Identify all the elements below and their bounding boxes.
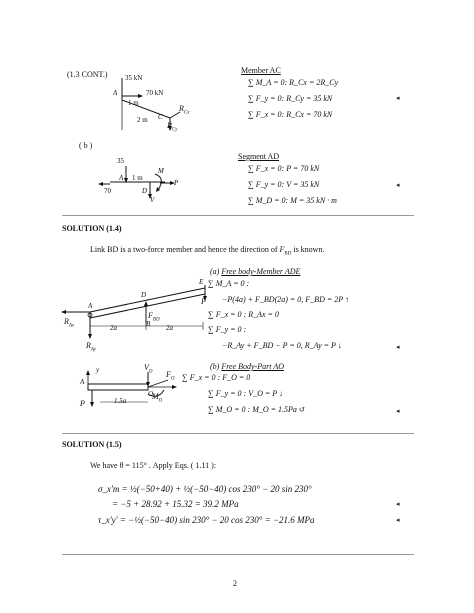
reaction-rax: $R_{Ax}$: [64, 317, 75, 329]
sigma-line-1: σ_x'm = ½(−50+40) + ½(−50−40) cos 230° − 20 sin 230°: [98, 484, 312, 494]
length-2a-2: 2a: [166, 324, 173, 332]
member-ac-eq1: ∑ M_A = 0: R_Cx = 2R_Cy: [248, 78, 339, 87]
length-1m: 1 m: [128, 99, 139, 107]
part-a-heading: (a) Free body-Member ADE: [210, 267, 301, 276]
margin-marker: ◂: [396, 181, 400, 189]
shear-v: V: [150, 196, 155, 204]
solution-1-5-intro: We have θ = 115° . Apply Eqs. ( 1.11 ):: [90, 461, 217, 470]
eq-a-2: −P(4a) + F_BD(2a) = 0, F_BD = 2P ↑: [222, 295, 349, 304]
point-o-fig-b: O: [148, 390, 154, 398]
eq-a-4: ∑ F_y = 0 :: [208, 325, 247, 334]
load-70: 70: [104, 187, 111, 195]
reaction-rcx: $R_{Cx}$: [179, 104, 190, 116]
axis-y: y: [96, 366, 100, 374]
margin-marker: ◂: [396, 500, 400, 508]
solution-1-4-intro: Link BD is a two-force member and hence the direction of $F_{BD}$ is known.: [90, 245, 325, 257]
eq-a-5: −R_Ay + F_BD − P = 0, R_Ay = P ↓: [222, 341, 342, 350]
divider: [62, 433, 414, 434]
continuation-label: (1.3 CONT.): [67, 70, 108, 79]
length-2m: 2 m: [137, 116, 148, 124]
margin-marker: ◂: [396, 407, 400, 415]
member-ac-eq3: ∑ F_x = 0: R_Cx = 70 kN: [248, 110, 333, 119]
segment-ad-eq1: ∑ F_x = 0: P = 70 kN: [248, 164, 320, 173]
force-fo: $F_O$: [166, 370, 175, 382]
point-c: C: [158, 113, 163, 121]
point-b-fig-a: B: [146, 320, 151, 328]
page-number: 2: [233, 579, 237, 588]
load-70kn: 70 kN: [146, 89, 164, 97]
margin-marker: ◂: [396, 516, 400, 524]
part-b-heading: (b) Free Body-Part AO: [210, 362, 284, 371]
segment-ad-title: Segment AD: [238, 152, 280, 161]
load-35kn: 35 kN: [125, 74, 143, 82]
margin-marker: ◂: [396, 94, 400, 102]
solution-1-4-heading: SOLUTION (1.4): [62, 224, 122, 233]
point-a-fig-a: A: [88, 302, 93, 310]
divider: [62, 554, 414, 555]
tau-line: τ_x'y' = −½(−50−40) sin 230° − 20 cos 230° = −21.6 MPa: [98, 515, 315, 525]
length-1m-2: 1 m: [132, 174, 143, 182]
force-p-fig-a: P: [201, 297, 206, 306]
eq-b-1: ∑ F_x = 0 : F_O = 0: [182, 373, 251, 382]
eq-b-2: ∑ F_y = 0 : V_O = P ↓: [208, 389, 284, 398]
eq-a-1: ∑ M_A = 0 :: [208, 279, 250, 288]
force-p-fig-b: P: [80, 399, 85, 408]
point-d: D: [142, 187, 148, 195]
reaction-ray: $R_{Ay}$: [86, 341, 96, 353]
segment-ad-eq3: ∑ M_D = 0: M = 35 kN · m: [248, 196, 337, 205]
eq-a-3: ∑ F_x = 0 : R_Ax = 0: [208, 310, 279, 319]
solution-1-5-heading: SOLUTION (1.5): [62, 440, 122, 449]
point-a-fig-b: A: [80, 378, 85, 386]
length-1-5a: 1.5a: [114, 397, 127, 405]
point-d-fig-a: D: [141, 291, 147, 299]
moment-m: M: [158, 167, 164, 175]
reaction-rcy: $R_{Cy}$: [167, 121, 178, 133]
load-35: 35: [117, 157, 124, 165]
member-ac-eq2: ∑ F_y = 0: R_Cy = 35 kN: [248, 94, 333, 103]
part-b-label: ( b ): [79, 141, 93, 150]
moment-mo: $M_O$: [152, 392, 163, 404]
member-ac-title: Member AC: [241, 66, 281, 75]
force-fbd: $F_{BD}$: [148, 311, 160, 323]
eq-b-3: ∑ M_O = 0 : M_O = 1.5Pa ↺: [208, 405, 306, 414]
point-a-2: A: [119, 174, 124, 182]
shear-vo: $V_O$: [144, 363, 153, 375]
sigma-line-2: = −5 + 28.92 + 15.32 = 39.2 MPa: [112, 499, 239, 509]
point-e-fig-a: E: [199, 278, 204, 286]
segment-ad-eq2: ∑ F_y = 0: V = 35 kN: [248, 180, 320, 189]
point-a: A: [113, 89, 118, 97]
margin-marker: ◂: [396, 343, 400, 351]
force-p: P: [174, 179, 179, 187]
length-2a-1: 2a: [110, 324, 117, 332]
